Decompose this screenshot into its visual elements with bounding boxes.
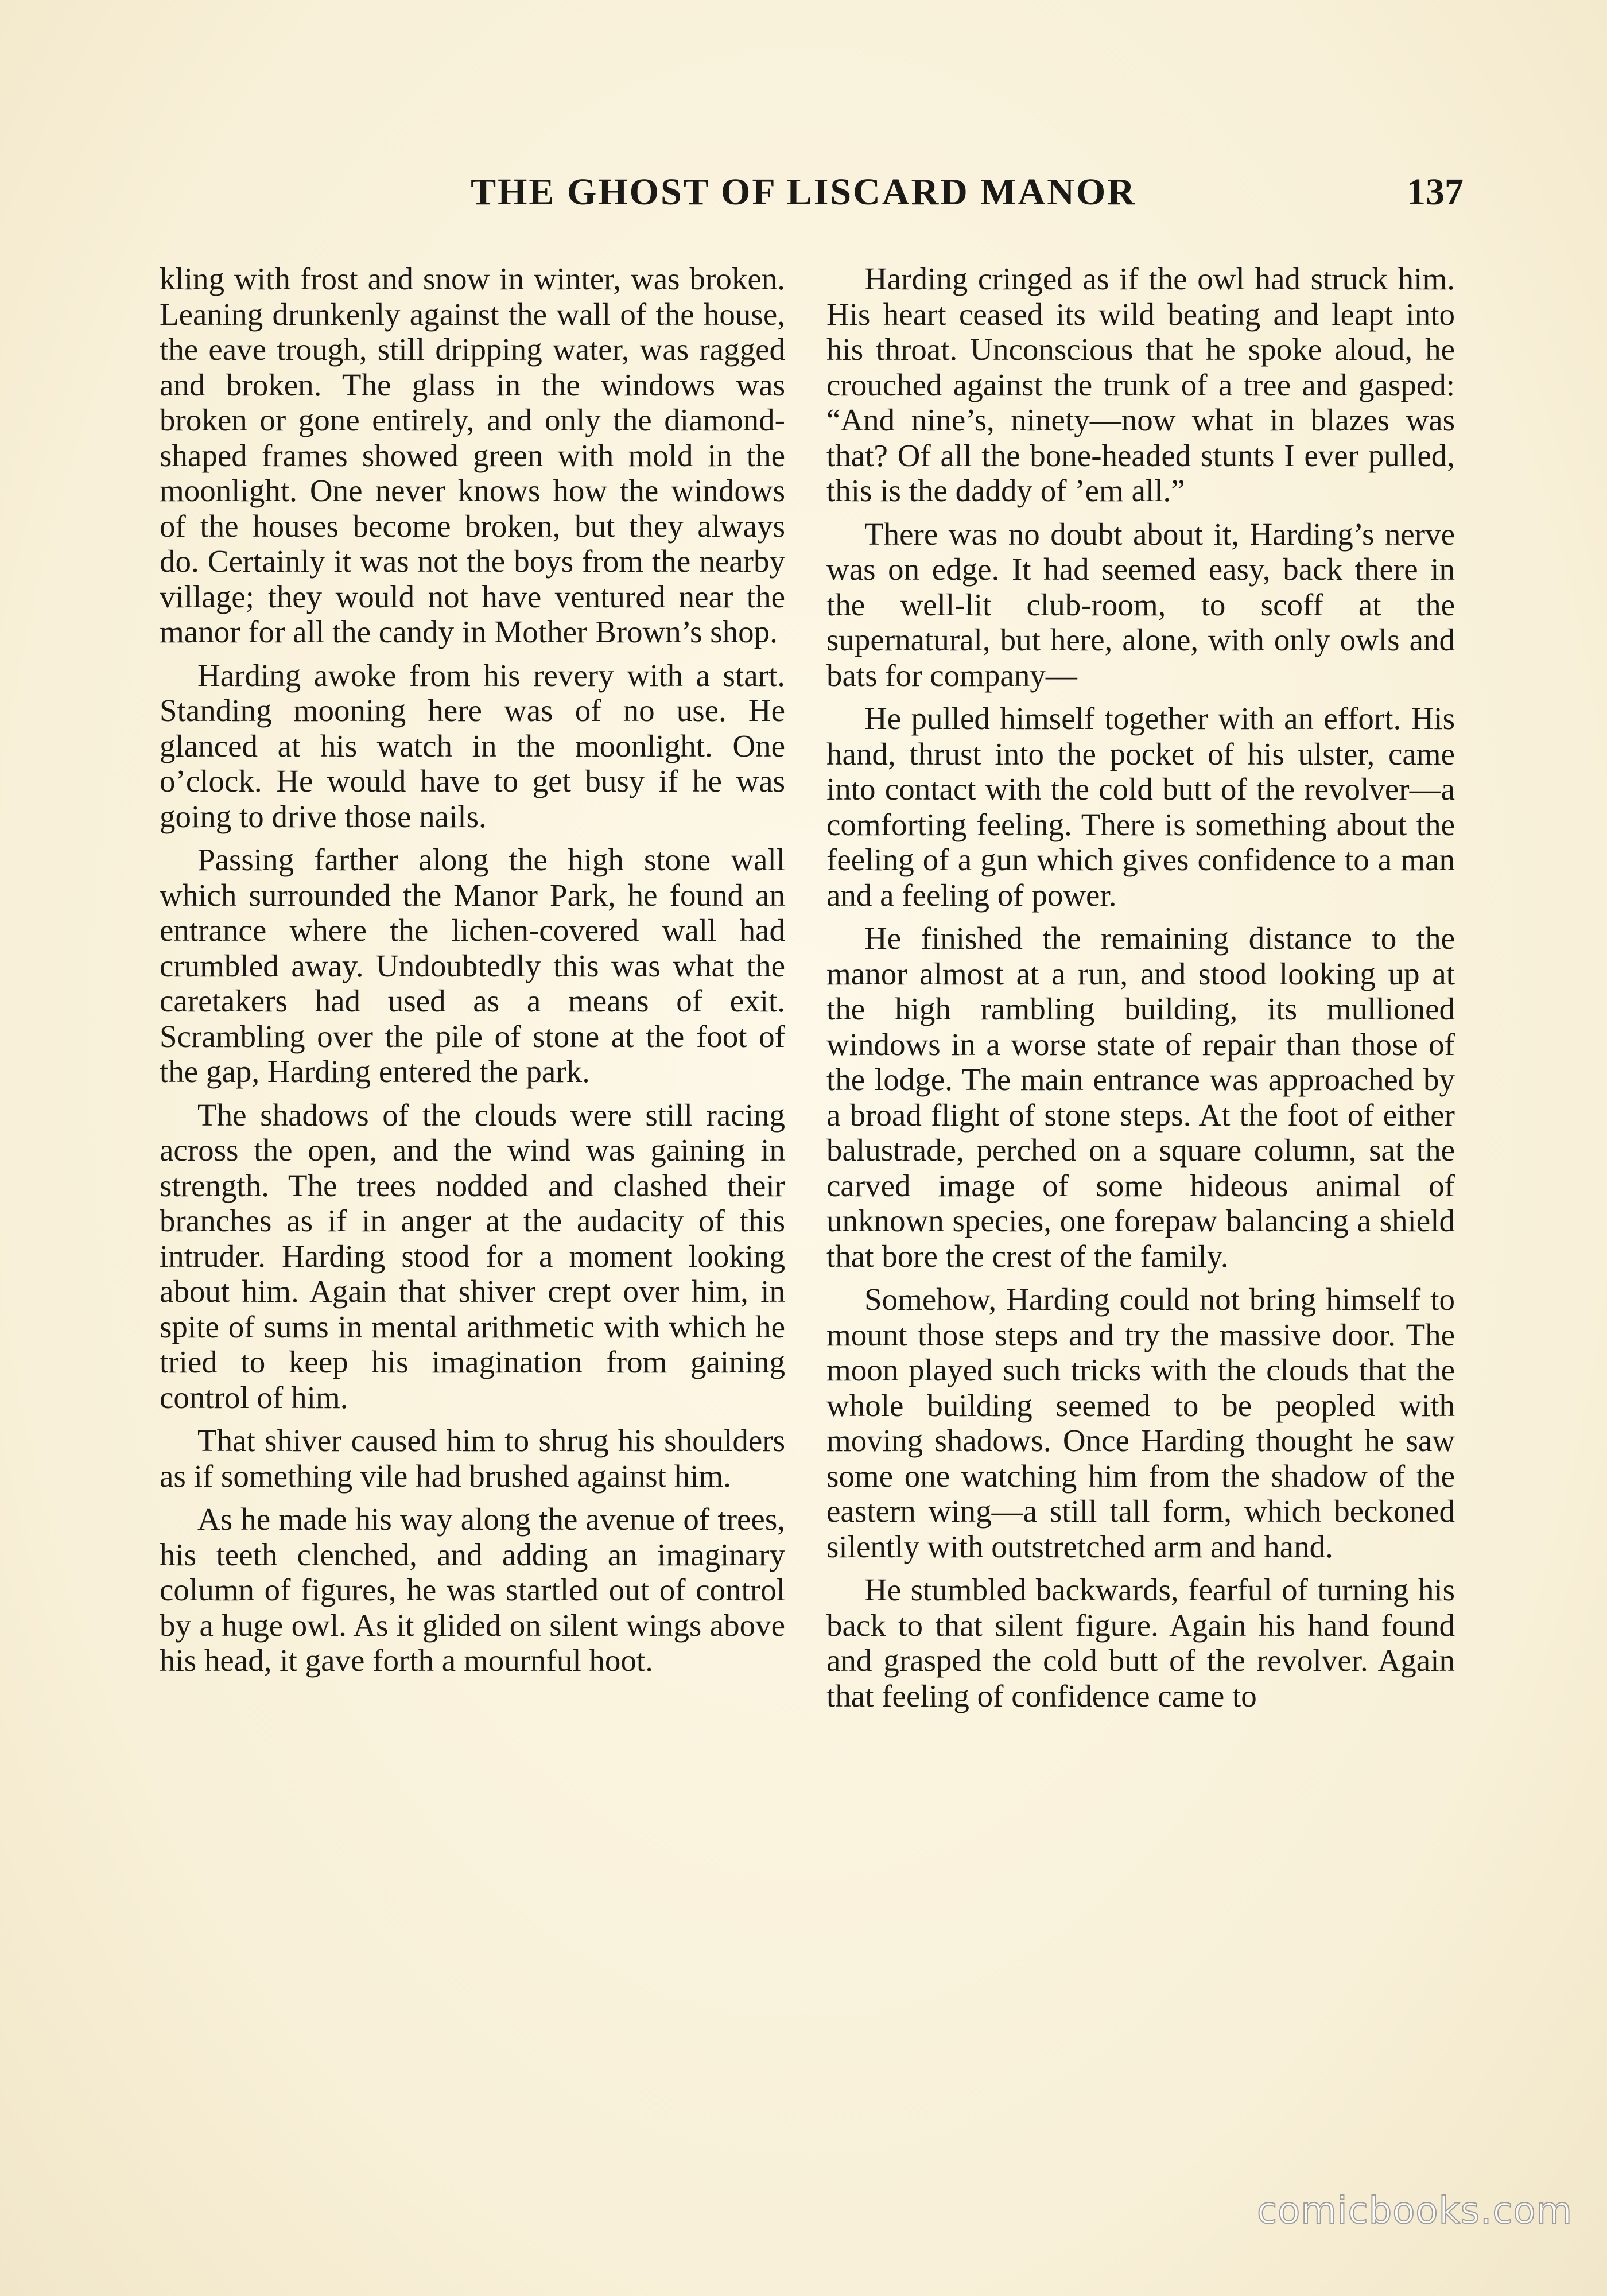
paragraph: That shiver caused him to shrug his shoulders as if something vile had brushed against him. <box>160 1423 785 1494</box>
watermark: comicbooks.com <box>1256 2190 1573 2232</box>
running-head <box>0 166 1607 218</box>
right-column <box>826 261 1455 1721</box>
paragraph: The shadows of the clouds were still racing across the open, and the wind was gaining in strength. The trees nodded and clashed their branches as if in anger at the audacity of this intruder. Harding stood for a moment looking about him. Again that shiver crept over him, in spite of sums in mental arithmetic with which he tried to keep his imagination from gaining control of him. <box>160 1097 785 1415</box>
left-column <box>160 261 785 1686</box>
paragraph: Somehow, Harding could not bring himself to mount those steps and try the massive door. The moon played such tricks with the clouds that the whole building seemed to be peopled with moving shadows. Once Harding thought he saw some one watching him from the shadow of the eastern wing—a still tall form, which beckoned silently with outstretched arm and hand. <box>826 1282 1455 1564</box>
page-number: 137 <box>1407 171 1464 213</box>
paragraph: There was no doubt about it, Harding’s nerve was on edge. It had seemed easy, back there in the well-lit club-room, to scoff at the supernatural, but here, alone, with only owls and bats for company— <box>826 516 1455 693</box>
paragraph: kling with frost and snow in winter, was broken. Leaning drunkenly against the wall of the house, the eave trough, still dripping water, was ragged and broken. The glass in the windows was broken or gone entirely, and only the diamond-shaped frames showed green with mold in the moonlight. One never knows how the windows of the houses become broken, but they always do. Certainly it was not the boys from the nearby village; they would not have ventured near the manor for all the candy in Mother Brown’s shop. <box>160 261 785 649</box>
paragraph: Passing farther along the high stone wall which surrounded the Manor Park, he found an entrance where the lichen-covered wall had crumbled away. Undoubtedly this was what the caretakers had used as a means of exit. Scrambling over the pile of stone at the foot of the gap, Harding entered the park. <box>160 842 785 1089</box>
running-title: THE GHOST OF LISCARD MANOR <box>471 171 1136 213</box>
paragraph: As he made his way along the avenue of trees, his teeth clenched, and adding an imaginary column of figures, he was startled out of control by a huge owl. As it glided on silent wings above his head, it gave forth a mournful hoot. <box>160 1502 785 1678</box>
paragraph: He pulled himself together with an effort. His hand, thrust into the pocket of his ulster, came into contact with the cold butt of the revolver—a comforting feeling. There is something about the feeling of a gun which gives confidence to a man and a feeling of power. <box>826 701 1455 913</box>
paragraph: Harding cringed as if the owl had struck him. His heart ceased its wild beating and leapt into his throat. Unconscious that he spoke aloud, he crouched against the trunk of a tree and gasped: “And nine’s, ninety—now what in blazes was that? Of all the bone-headed stunts I ever pulled, this is the daddy of ’em all.” <box>826 261 1455 508</box>
paragraph: He stumbled backwards, fearful of turning his back to that silent figure. Again his hand found and grasped the cold butt of the revolver. Again that feeling of confidence came to <box>826 1572 1455 1713</box>
paragraph: He finished the remaining distance to the manor almost at a run, and stood looking up at the high rambling building, its mullioned windows in a worse state of repair than those of the lodge. The main entrance was approached by a broad flight of stone steps. At the foot of either balustrade, perched on a square column, sat the carved image of some hideous animal of unknown species, one forepaw balancing a shield that bore the crest of the family. <box>826 921 1455 1274</box>
paragraph: Harding awoke from his revery with a start. Standing mooning here was of no use. He glanced at his watch in the moonlight. One o’clock. He would have to get busy if he was going to drive those nails. <box>160 657 785 834</box>
